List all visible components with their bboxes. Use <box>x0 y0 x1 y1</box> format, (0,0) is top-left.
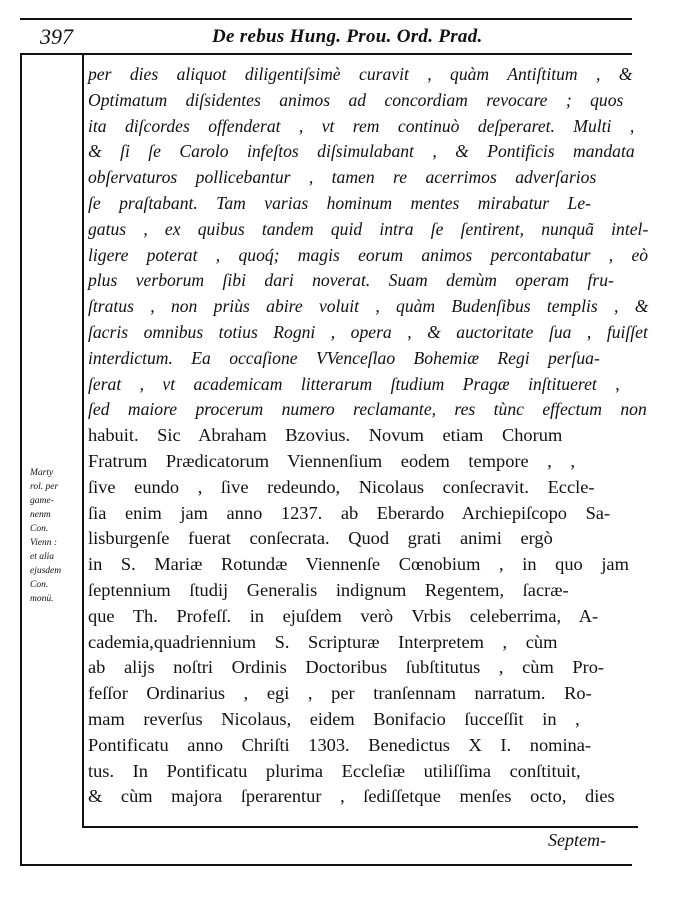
margin-note-line: nenm <box>30 510 51 520</box>
text-line: ſeptennium ſtudij Generalis indignum Regentem, ſacræ- <box>88 579 569 600</box>
text-line: & ſi ſe Carolo infeſtos diſsimulabant , & Pontificis mandata <box>88 141 635 162</box>
text-line: ſerat , vt academicam litterarum ſtudium Pragæ inſtitueret , <box>88 373 620 394</box>
margin-note-line: Vienn : <box>30 538 57 548</box>
margin-column-rule <box>82 55 84 827</box>
margin-note-line: game- <box>30 496 54 506</box>
footer-top-rule <box>82 826 638 828</box>
text-line: obſervaturos pollicebantur , tamen re acerrimos adverſarios <box>88 167 597 188</box>
outer-left-rule <box>20 53 22 865</box>
body-text <box>88 62 648 810</box>
text-line: feſſor Ordinarius , egi , per tranſennam narratum. Ro- <box>88 683 592 704</box>
text-line: ſe praſtabant. Tam varias hominum mentes mirabatur Le- <box>88 192 591 213</box>
text-line: plus verborum ſibi dari noverat. Suam demùm operam fru- <box>88 270 614 291</box>
text-line: ſtratus , non priùs abire voluit , quàm Budenſibus templis , & <box>88 296 649 317</box>
footer-bottom-rule <box>20 864 632 866</box>
running-title: De rebus Hung. Prou. Ord. Prad. <box>212 26 483 47</box>
text-line: ſive eundo , ſive redeundo, Nicolaus conſecravit. Eccle- <box>88 476 595 497</box>
text-line: Optimatum diſsidentes animos ad concordiam revocare ; quos <box>88 89 624 110</box>
text-line: ita diſcordes offenderat , vt rem continuò deſperaret. Multi , <box>88 115 635 136</box>
text-line: tus. In Pontificatu plurima Eccleſiæ utiliſſima conſtituit, <box>88 760 581 781</box>
catchword: Septem- <box>548 830 606 850</box>
text-line: interdictum. Ea occaſione VVenceſlao Bohemiæ Regi perſua- <box>88 347 600 368</box>
text-line: Pontificatu anno Chriſti 1303. Benedictus X I. nomina- <box>88 734 592 755</box>
text-line: per dies aliquot diligentiſsimè curavit , quàm Antiſtitum , & <box>88 64 633 84</box>
text-line: cademia,quadriennium S. Scripturæ Interpretem , cùm <box>88 631 558 652</box>
text-line: que Th. Profeſſ. in ejuſdem verò Vrbis celeberrima, A- <box>88 605 599 626</box>
text-line: habuit. Sic Abraham Bzovius. Novum etiam Chorum <box>88 425 563 446</box>
text-line: ligere poterat , quoq́; magis eorum animos percontabatur , eò <box>88 244 649 265</box>
text-line: in S. Mariæ Rotundæ Viennenſe Cœnobium , in quo jam <box>88 554 629 575</box>
text-line: gatus , ex quibus tandem quid intra ſe ſentirent, nunquã intel- <box>88 218 649 239</box>
running-header <box>30 24 630 50</box>
header-top-rule <box>20 18 632 20</box>
margin-note-line: rol. per <box>30 482 59 492</box>
marginal-note <box>30 466 78 606</box>
text-line: mam reverſus Nicolaus, eidem Bonifacio ſucceſſit in , <box>88 708 580 729</box>
text-line: Fratrum Prædicatorum Viennenſium eodem tempore , , <box>88 450 576 471</box>
margin-note-line: ejusdem <box>30 566 62 576</box>
header-bottom-rule <box>20 53 632 55</box>
text-line: ſia enim jam anno 1237. ab Eberardo Archiepiſcopo Sa- <box>88 502 611 523</box>
margin-note-line: et alia <box>30 552 55 562</box>
text-line: lisburgenſe fuerat conſecrata. Quod grati animi ergò <box>88 528 553 549</box>
text-line: ſacris omnibus totius Rogni , opera , & auctoritate ſua , fuiſſet <box>88 321 648 342</box>
text-line: ſed maiore procerum numero reclamante, res tùnc effectum non <box>88 399 647 420</box>
margin-note-line: monü. <box>30 594 54 604</box>
margin-note-line: Marty <box>30 468 54 478</box>
margin-note-line: Con. <box>30 580 49 590</box>
margin-note-line: Con. <box>30 524 49 534</box>
text-line: & cùm majora ſperarentur , ſediſſetque menſes octo, dies <box>88 786 615 807</box>
page-number: 397 <box>40 24 73 49</box>
text-line: ab alijs noſtri Ordinis Doctoribus ſubſtitutus , cùm Pro- <box>88 657 605 678</box>
